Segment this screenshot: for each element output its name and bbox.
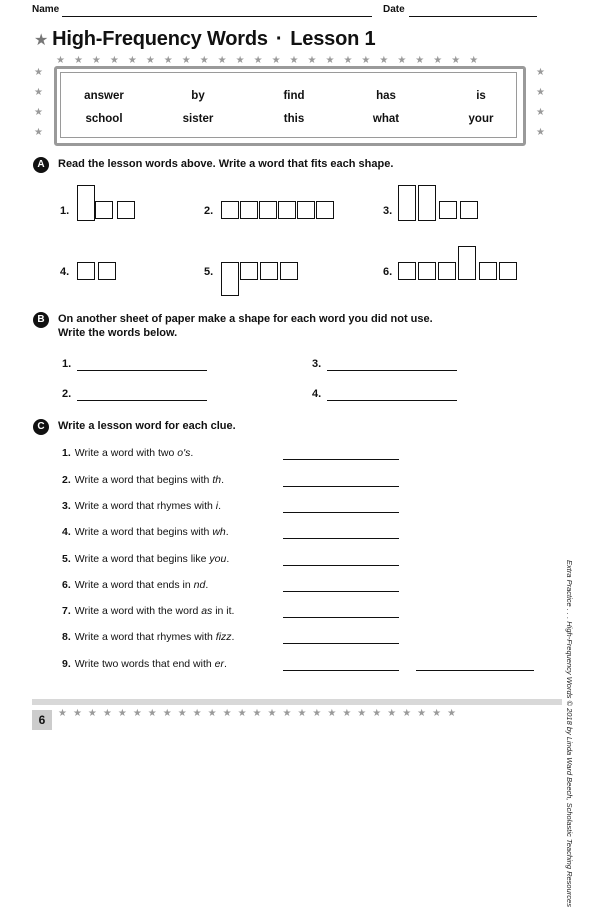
shape-number: 1.	[60, 205, 70, 217]
clue-text-end: .	[205, 579, 209, 591]
lesson-word: is	[476, 90, 486, 102]
clue-answer-line[interactable]	[283, 459, 399, 460]
clue-text-end: .	[218, 500, 222, 512]
section-a-instruction: Read the lesson words above. Write a word that fits each shape.	[58, 158, 394, 170]
clue-emphasis: as	[201, 605, 213, 617]
clue-item	[62, 658, 227, 670]
lesson-word: sister	[182, 113, 214, 125]
answer-number: 4.	[312, 388, 322, 400]
shape-number: 6.	[383, 266, 393, 278]
clue-text: Write two words that end with	[74, 658, 215, 670]
clue-emphasis: th	[212, 474, 222, 486]
section-c-badge: C	[33, 419, 49, 435]
answer-number: 3.	[312, 358, 322, 370]
clue-number: 8.	[62, 631, 71, 643]
clue-emphasis: o's	[177, 447, 191, 459]
lesson-word: what	[372, 113, 400, 125]
page-number: 6	[32, 710, 52, 730]
clue-answer-line[interactable]	[283, 512, 399, 513]
clue-item	[62, 500, 221, 512]
clue-text-end: in it.	[212, 605, 235, 617]
clue-text: Write a word with the word	[74, 605, 202, 617]
name-field[interactable]	[62, 16, 372, 17]
footer-bar	[32, 699, 562, 705]
date-label: Date	[383, 4, 405, 15]
clue-answer-line[interactable]	[283, 617, 399, 618]
clue-answer-line-2[interactable]	[416, 670, 534, 671]
shape-number: 3.	[383, 205, 393, 217]
clue-emphasis: nd	[193, 579, 206, 591]
section-c-instruction: Write a lesson word for each clue.	[58, 420, 236, 432]
clue-item	[62, 553, 229, 565]
clue-number: 6.	[62, 579, 71, 591]
clue-answer-line[interactable]	[283, 591, 399, 592]
clue-answer-line[interactable]	[283, 538, 399, 539]
clue-answer-line[interactable]	[283, 486, 399, 487]
section-b-badge: B	[33, 312, 49, 328]
lesson-word: answer	[84, 90, 124, 102]
clue-text: Write a word that begins with	[74, 474, 213, 486]
star-column-right: ★ ★ ★ ★	[536, 67, 545, 138]
clue-answer-line[interactable]	[283, 670, 399, 671]
section-b-instruction-2: Write the words below.	[58, 327, 178, 339]
clue-answer-line[interactable]	[283, 565, 399, 566]
clue-number: 9.	[62, 658, 71, 670]
clue-item	[62, 579, 208, 591]
lesson-word: by	[191, 90, 205, 102]
clue-item	[62, 447, 193, 459]
clue-text-end: .	[226, 553, 230, 565]
page-title: ★ High-Frequency Words · Lesson 1	[34, 28, 376, 50]
copyright-credit: Extra Practice . . . High-Frequency Words © 2018 by Linda Ward Beech, Scholastic Teaching Resources	[565, 560, 574, 907]
clue-text-end: .	[190, 447, 194, 459]
shape-number: 2.	[204, 205, 214, 217]
date-field[interactable]	[409, 16, 537, 17]
clue-text-end: .	[225, 526, 229, 538]
star-row-top: ★★★★★★★★★★★★★★★★★★★★★★★★	[56, 55, 488, 66]
clue-text: Write a word that begins like	[74, 553, 210, 565]
clue-number: 2.	[62, 474, 71, 486]
clue-emphasis: wh	[212, 526, 226, 538]
lesson-word: find	[283, 90, 305, 102]
section-a-badge: A	[33, 157, 49, 173]
clue-item	[62, 605, 234, 617]
clue-item	[62, 474, 224, 486]
answer-line[interactable]	[327, 400, 457, 401]
lesson-word: has	[376, 90, 396, 102]
clue-emphasis: er	[214, 658, 224, 670]
clue-text: Write a word that begins with	[74, 526, 213, 538]
lesson-word: this	[283, 113, 305, 125]
clue-text: Write a word that ends in	[74, 579, 194, 591]
clue-text-end: .	[223, 658, 227, 670]
answer-line[interactable]	[327, 370, 457, 371]
answer-line[interactable]	[77, 400, 207, 401]
shape-number: 4.	[60, 266, 70, 278]
shape-number: 5.	[204, 266, 214, 278]
clue-number: 4.	[62, 526, 71, 538]
clue-text: Write a word with two	[74, 447, 178, 459]
clue-emphasis: fizz	[215, 631, 232, 643]
clue-text-end: .	[231, 631, 235, 643]
star-icon: ★	[34, 32, 49, 49]
name-label: Name	[32, 4, 60, 15]
answer-line[interactable]	[77, 370, 207, 371]
star-row-bottom: ★★★★★★★★★★★★★★★★★★★★★★★★★★★	[58, 708, 463, 719]
clue-text-end: .	[221, 474, 224, 486]
clue-emphasis: i	[215, 500, 219, 512]
clue-text: Write a word that rhymes with	[74, 500, 216, 512]
clue-answer-line[interactable]	[283, 643, 399, 644]
clue-number: 1.	[62, 447, 71, 459]
lesson-word: school	[85, 113, 123, 125]
star-column-left: ★ ★ ★ ★	[34, 67, 43, 138]
word-box	[60, 72, 517, 138]
clue-emphasis: you	[209, 553, 227, 565]
clue-number: 7.	[62, 605, 71, 617]
answer-number: 2.	[62, 388, 72, 400]
clue-item	[62, 526, 229, 538]
clue-number: 3.	[62, 500, 71, 512]
clue-number: 5.	[62, 553, 71, 565]
section-b-instruction: On another sheet of paper make a shape for each word you did not use.	[58, 313, 433, 325]
clue-item	[62, 631, 234, 643]
lesson-word: your	[468, 113, 494, 125]
clue-text: Write a word that rhymes with	[74, 631, 216, 643]
answer-number: 1.	[62, 358, 72, 370]
